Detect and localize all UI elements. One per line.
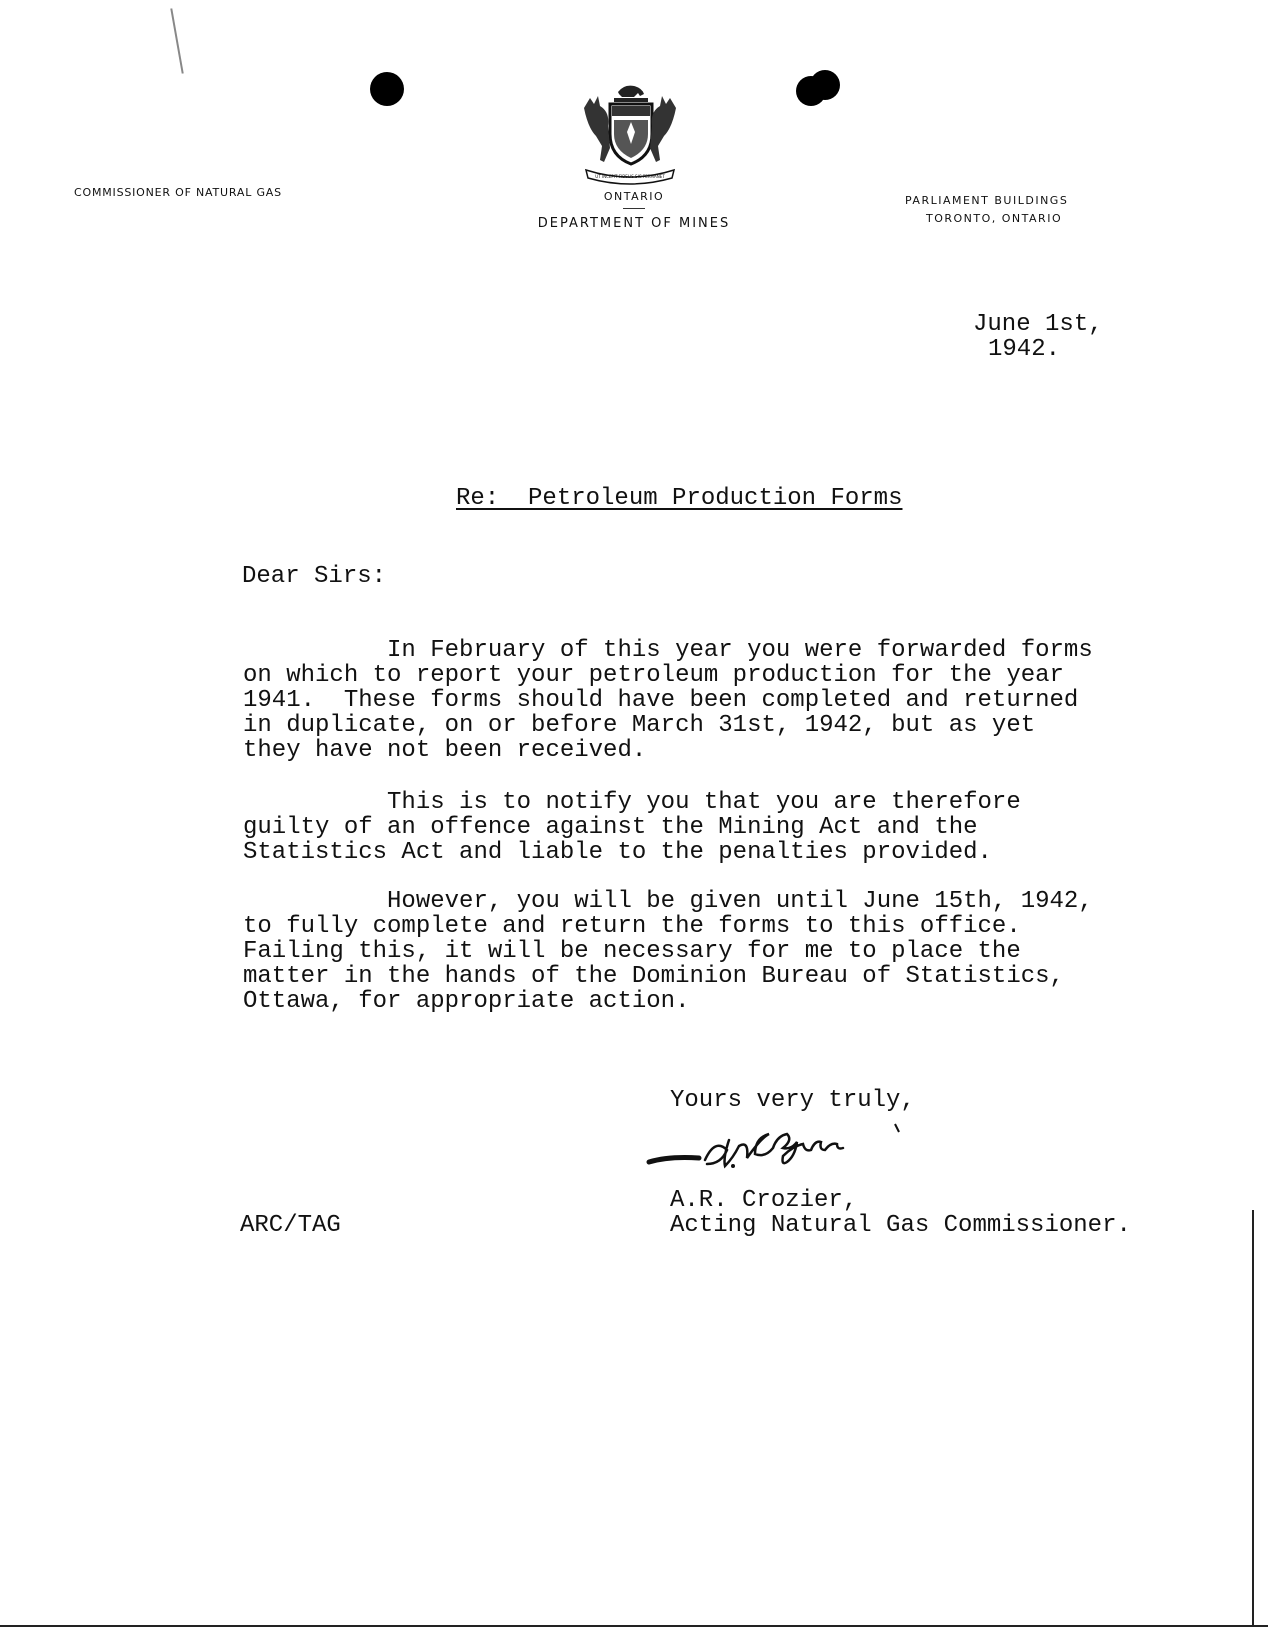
- body-paragraph-1: In February of this year you were forwarded forms on which to report your petroleum production for the year 1941. These forms should have been completed and returned in duplicate, on or before March 31st, 1942, but as yet they have not been received.: [243, 637, 1093, 764]
- signatory-name: A.R. Crozier,: [670, 1187, 858, 1214]
- letterhead-department: DEPARTMENT OF MINES: [537, 216, 731, 231]
- reference-initials: ARC/TAG: [240, 1212, 341, 1239]
- scan-edge-right: [1252, 1210, 1254, 1625]
- punch-hole-right-2: [796, 76, 826, 106]
- handwritten-signature: [645, 1120, 985, 1195]
- punch-hole-left: [370, 72, 404, 106]
- signatory-title: Acting Natural Gas Commissioner.: [670, 1212, 1131, 1239]
- body-paragraph-2: This is to notify you that you are therefore guilty of an offence against the Mining Act and the Statistics Act and liable to the penalties provided.: [243, 789, 1021, 866]
- salutation: Dear Sirs:: [242, 563, 387, 590]
- letterhead-divider: [623, 208, 645, 209]
- letterhead-office: COMMISSIONER OF NATURAL GAS: [74, 186, 282, 199]
- letter-date-line2: 1942.: [988, 336, 1061, 363]
- scan-edge-bottom: [0, 1625, 1268, 1627]
- seal-motto: UT INCEPIT FIDELIS SIC PERMANET: [595, 174, 665, 179]
- letter-subject: Re: Petroleum Production Forms: [456, 485, 903, 512]
- ontario-coat-of-arms: [570, 78, 690, 193]
- scan-mark: [170, 8, 183, 73]
- letterhead-address-1: PARLIAMENT BUILDINGS: [905, 194, 1069, 207]
- letter-date-line1: June 1st,: [973, 311, 1103, 338]
- letterhead-address-2: TORONTO, ONTARIO: [926, 212, 1063, 225]
- body-paragraph-3: However, you will be given until June 15th, 1942, to fully complete and return the forms to this office. Failing this, it will be necessary for me to place the matter in the hands of the Dominion Bureau of Statistics, Ottawa, for appropriate action.: [243, 888, 1093, 1015]
- letterhead-province: ONTARIO: [603, 190, 665, 203]
- closing: Yours very truly,: [670, 1087, 915, 1114]
